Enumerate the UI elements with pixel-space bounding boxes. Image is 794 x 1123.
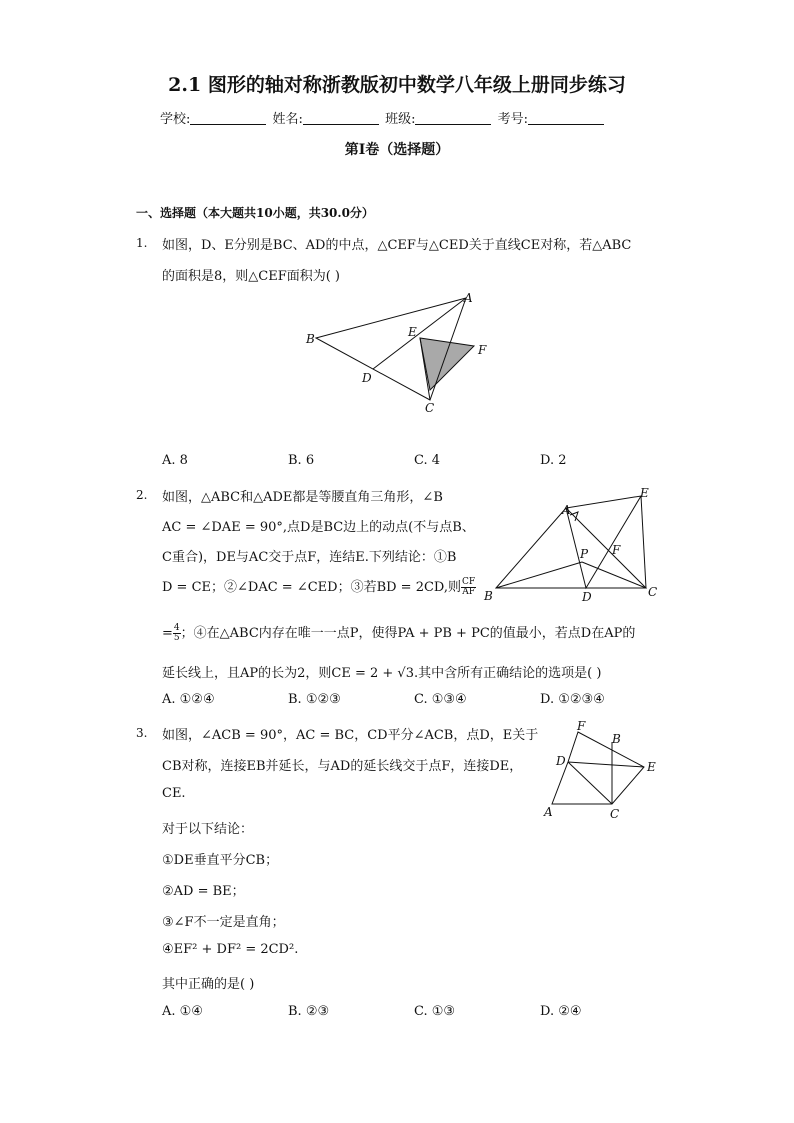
page-title: 2.1 图形的轴对称浙教版初中数学八年级上册同步练习 [168,74,626,96]
q2-segment-pc [582,562,646,588]
q3-stem-line3: CE. [162,786,186,801]
q3-option-d[interactable]: D. ②④ [540,1004,582,1019]
q3-conclusion-3: ③∠F不一定是直角； [162,915,285,930]
q3-option-c[interactable]: C. ①③ [414,1004,456,1019]
class-label: 班级: [385,112,416,127]
q1-figure [300,288,490,416]
q1-option-b[interactable]: B. 6 [288,453,315,468]
q2-fraction-cf-af [461,578,476,597]
q2-option-a[interactable]: A. ①②④ [162,692,215,707]
q3-stem-line2: CB对称，连接EB并延长，与AD的延长线交于点F，连接DE， [162,759,523,774]
q3-label-f: F [577,719,586,733]
q3-label-e: E [647,760,656,774]
q2-option-b[interactable]: B. ①②③ [288,692,341,707]
q1-label-b: B [306,332,315,346]
q2-frac2-num: 4 [173,623,180,633]
q3-number: 3. [136,726,148,740]
q2-stem-line1: 如图，△ABC和△ADE都是等腰直角三角形，∠B [162,490,443,505]
q2-stem-line6: 延长线上，且AP的长为2，则CE = 2 + √3.其中含所有正确结论的选项是( ) [162,666,602,681]
q1-option-c[interactable]: C. 4 [414,453,441,468]
q2-triangle-abc [496,508,646,588]
student-info-line [160,108,606,127]
q2-label-a: A [562,503,571,517]
q3-conclusion-2: ②AD = BE； [162,884,245,899]
q1-label-c: C [425,401,435,415]
q2-stem-line4-text: D = CE；②∠DAC = ∠CED；③若BD = 2CD,则 [162,580,462,595]
q3-label-c: C [610,807,620,821]
q3-segment-de [568,762,644,767]
q2-frac1-num: CF [462,577,476,587]
school-blank[interactable] [190,112,266,125]
q2-label-p: P [580,547,589,561]
q1-option-a[interactable]: A. 8 [162,453,188,468]
q3-stem-line9: 其中正确的是( ) [162,977,255,992]
q2-stem-line2: AC = ∠DAE = 90°,点D是BC边上的动点(不与点B、 [162,520,475,535]
q1-label-f: F [478,343,487,357]
q2-triangle-ade [566,496,641,588]
name-label: 姓名: [272,112,303,127]
exam-no-blank[interactable] [528,112,604,125]
q1-shaded-triangle-cef [420,338,474,390]
q2-option-d[interactable]: D. ①②③④ [540,692,605,707]
q2-segment-bp [496,562,582,588]
q2-equals: = [162,626,173,641]
q3-conclusion-1: ①DE垂直平分CB； [162,853,279,868]
q1-label-d: D [362,371,372,385]
q2-label-e: E [640,486,649,500]
q2-stem-line4 [162,576,476,597]
q3-stem-line4: 对于以下结论： [162,822,254,837]
class-blank[interactable] [415,112,491,125]
q1-number: 1. [136,236,148,250]
q3-stem-line1: 如图，∠ACB = 90°，AC = BC，CD平分∠ACB，点D，E关于 [162,728,539,743]
q3-label-d: D [556,754,566,768]
q3-option-a[interactable]: A. ①④ [162,1004,203,1019]
q2-label-d: D [582,590,592,604]
q2-option-c[interactable]: C. ①③④ [414,692,467,707]
q2-frac2-den: 5 [173,633,180,643]
q3-outline [552,732,644,804]
q1-stem-line1: 如图，D、E分别是BC、AD的中点，△CEF与△CED关于直线CE对称，若△ABC [162,238,632,253]
q2-number: 2. [136,488,148,502]
exam-no-label: 考号: [497,112,528,127]
q1-stem-line2: 的面积是8，则△CEF面积为( ) [162,269,341,284]
q2-label-c: C [648,585,658,599]
q1-label-e: E [408,325,417,339]
q2-figure [478,480,670,605]
q3-conclusion-4: ④EF² + DF² = 2CD². [162,942,299,957]
q1-option-d[interactable]: D. 2 [540,453,567,468]
q2-frac1-den: AF [462,587,475,597]
q2-label-f: F [612,543,621,557]
q2-fraction-4-5 [173,624,181,643]
q3-figure [532,714,664,826]
q1-label-a: A [464,291,473,305]
volume-heading: 第I卷（选择题） [344,142,450,158]
name-blank[interactable] [303,112,379,125]
q3-label-b: B [612,732,621,746]
q2-segment-ec [641,496,646,588]
section-heading: 一、选择题（本大题共10小题，共30.0分） [136,206,374,220]
q3-label-a: A [544,805,553,819]
school-label: 学校: [160,112,191,127]
q3-segment-dc [568,762,612,804]
q3-option-b[interactable]: B. ②③ [288,1004,330,1019]
q2-stem-line5 [162,622,635,643]
q2-stem-line5-text: ；④在△ABC内存在唯一一点P，使得PA + PB + PC的值最小，若点D在AP的 [180,626,636,641]
q2-label-b: B [484,589,493,603]
q2-stem-line3: C重合)，DE与AC交于点F，连结E.下列结论：①B [162,550,457,565]
